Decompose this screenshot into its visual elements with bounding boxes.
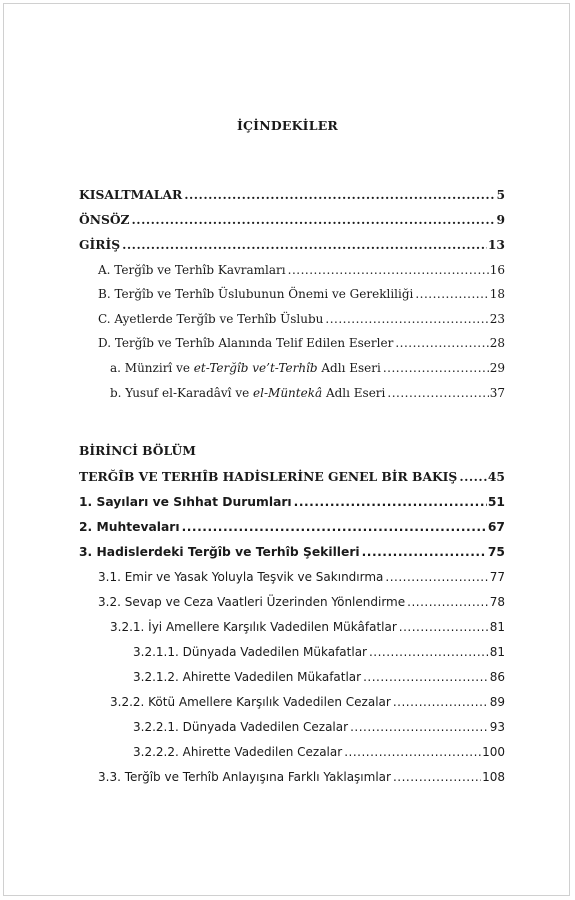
toc-entry-onsoz[interactable]: ÖNSÖZ ..... 9 (79, 211, 505, 229)
toc-entry-3-2-1-2[interactable]: 3.2.1.2. Ahirette Vadedilen Mükafatlar ..... 86 (133, 668, 505, 686)
toc-entry-3-2-1[interactable]: 3.2.1. İyi Amellere Karşılık Vadedilen Mükâfatlar ..... 81 (110, 618, 505, 636)
toc-entry-giris[interactable]: GİRİŞ ..... 13 (79, 236, 505, 254)
toc-entry-genel-bakis[interactable]: TERĞÎB VE TERHÎB HADİSLERİNE GENEL BİR BAKIŞ ..... 45 (79, 468, 505, 486)
toc-entry-d[interactable]: D. Terğîb ve Terhîb Alanında Telif Edilen Eserler ..... 28 (98, 334, 505, 352)
part-heading: BİRİNCİ BÖLÜM (79, 443, 196, 458)
toc-entry-3-2-1-1[interactable]: 3.2.1.1. Dünyada Vadedilen Mükafatlar ..... 81 (133, 643, 505, 661)
toc-title: İÇİNDEKİLER (236, 118, 339, 133)
toc-entry-d-a[interactable]: a. Münzirî ve et-Terğîb ve’t-Terhîb Adlı Eseri ..... 29 (110, 359, 505, 377)
toc-entry-3-3[interactable]: 3.3. Terğîb ve Terhîb Anlayışına Farklı Yaklaşımlar ..... 108 (98, 768, 505, 786)
toc-entry-3-2-2[interactable]: 3.2.2. Kötü Amellere Karşılık Vadedilen Cezalar ..... 89 (110, 693, 505, 711)
toc-entry-a[interactable]: A. Terğîb ve Terhîb Kavramları ..... 16 (98, 261, 505, 279)
toc-entry-d-b[interactable]: b. Yusuf el-Karadâvî ve el-Müntekâ Adlı Eseri ..... 37 (110, 384, 505, 402)
toc-entry-3-1[interactable]: 3.1. Emir ve Yasak Yoluyla Teşvik ve Sakındırma ..... 77 (98, 568, 505, 586)
toc-entry-b[interactable]: B. Terğîb ve Terhîb Üslubunun Önemi ve Gerekliliği ..... 18 (98, 285, 505, 303)
toc-entry-3-2-2-2[interactable]: 3.2.2.2. Ahirette Vadedilen Cezalar ..... 100 (133, 743, 505, 761)
toc-entry-kisaltmalar[interactable]: KISALTMALAR ..... 5 (79, 186, 505, 204)
toc-entry-2[interactable]: 2. Muhtevaları ..... 67 (79, 518, 505, 536)
toc-entry-3[interactable]: 3. Hadislerdeki Terğîb ve Terhîb Şekilleri ..... 75 (79, 543, 505, 561)
toc-entry-3-2-2-1[interactable]: 3.2.2.1. Dünyada Vadedilen Cezalar ..... 93 (133, 718, 505, 736)
toc-entry-1[interactable]: 1. Sayıları ve Sıhhat Durumları ..... 51 (79, 493, 505, 511)
toc-entry-c[interactable]: C. Ayetlerde Terğîb ve Terhîb Üslubu ..... 23 (98, 310, 505, 328)
toc-entry-3-2[interactable]: 3.2. Sevap ve Ceza Vaatleri Üzerinden Yönlendirme ..... 78 (98, 593, 505, 611)
